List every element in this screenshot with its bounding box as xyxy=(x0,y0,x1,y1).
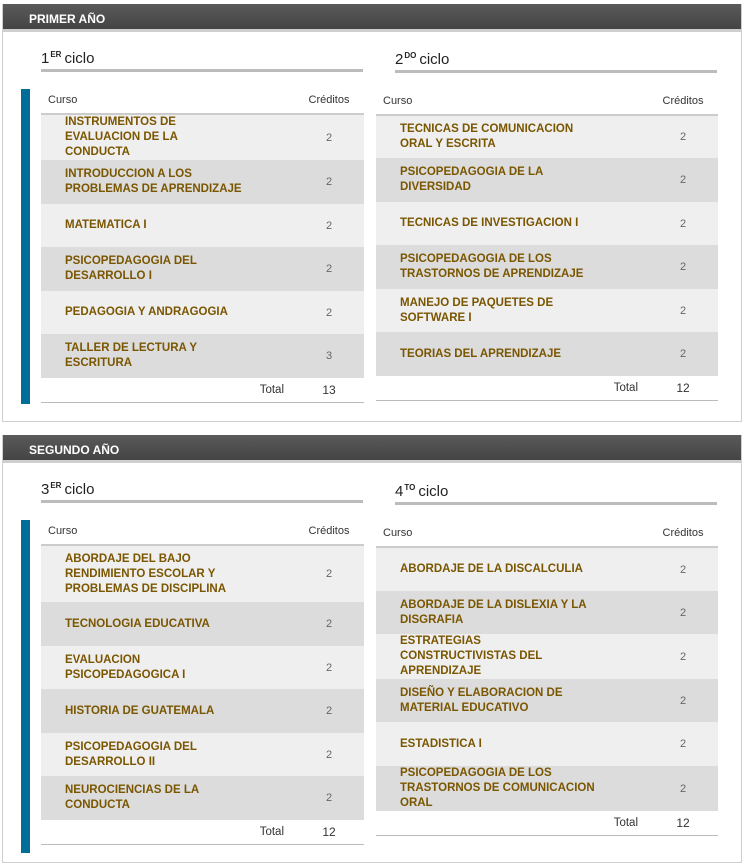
cycle-number: 3 xyxy=(41,481,50,498)
course-name: PSICOPEDAGOGIA DEL DESARROLLO II xyxy=(41,733,294,776)
cycle-title xyxy=(395,51,717,73)
course-credits: 2 xyxy=(294,602,364,646)
course-credits: 2 xyxy=(648,591,718,634)
table-row xyxy=(41,114,364,160)
cycle-number: 1 xyxy=(41,50,50,67)
course-credits: 2 xyxy=(648,115,718,158)
total-row xyxy=(41,820,364,845)
table-row xyxy=(41,689,364,733)
course-credits: 2 xyxy=(294,776,364,820)
table-row xyxy=(376,202,718,245)
table-row xyxy=(376,158,718,202)
column-header-course: Curso xyxy=(376,88,648,115)
table-row xyxy=(41,334,364,378)
cycle-number: 4 xyxy=(395,483,404,500)
course-credits: 2 xyxy=(294,114,364,160)
course-credits: 2 xyxy=(648,289,718,332)
course-credits: 2 xyxy=(648,634,718,679)
course-credits: 2 xyxy=(294,545,364,602)
course-name: NEUROCIENCIAS DE LA CONDUCTA xyxy=(41,776,294,820)
table-row xyxy=(376,679,718,722)
course-credits: 2 xyxy=(294,689,364,733)
total-label: Total xyxy=(376,376,648,401)
cycle-title xyxy=(41,481,363,503)
cycle-number: 2 xyxy=(395,51,404,68)
cycle-title xyxy=(41,50,363,72)
course-name: ABORDAJE DE LA DISLEXIA Y LA DISGRAFIA xyxy=(376,591,648,634)
course-table xyxy=(41,518,364,845)
course-credits: 2 xyxy=(294,291,364,334)
table-header-row xyxy=(41,87,364,114)
total-label: Total xyxy=(41,378,294,403)
course-credits: 2 xyxy=(294,646,364,689)
table-header-row xyxy=(376,520,718,547)
course-credits: 2 xyxy=(648,679,718,722)
course-credits: 2 xyxy=(648,332,718,376)
cycle-suffix: TO xyxy=(404,483,416,492)
table-row xyxy=(41,204,364,247)
cycle-suffix: ER xyxy=(50,481,62,490)
course-name: HISTORIA DE GUATEMALA xyxy=(41,689,294,733)
course-name: ESTRATEGIAS CONSTRUCTIVISTAS DEL APRENDIZAJE xyxy=(376,634,648,679)
course-credits: 2 xyxy=(294,160,364,204)
cycle-word: ciclo xyxy=(419,51,450,68)
course-name: TECNICAS DE INVESTIGACION I xyxy=(376,202,648,245)
table-row xyxy=(376,547,718,591)
table-row xyxy=(376,766,718,811)
column-header-course: Curso xyxy=(41,518,294,545)
course-credits: 2 xyxy=(648,722,718,766)
table-row xyxy=(376,289,718,332)
cycle-suffix: DO xyxy=(404,51,417,60)
table-row xyxy=(376,634,718,679)
table-row xyxy=(41,247,364,291)
course-name: PSICOPEDAGOGIA DE LA DIVERSIDAD xyxy=(376,158,648,202)
course-name: MANEJO DE PAQUETES DE SOFTWARE I xyxy=(376,289,648,332)
total-row xyxy=(376,811,718,836)
column-header-credits: Créditos xyxy=(294,518,364,545)
cycle-suffix: ER xyxy=(50,50,62,59)
course-credits: 2 xyxy=(648,245,718,289)
table-header-row xyxy=(41,518,364,545)
accent-bar xyxy=(21,89,30,404)
total-credits: 12 xyxy=(648,811,718,836)
course-name: EVALUACION PSICOPEDAGOGICA I xyxy=(41,646,294,689)
course-name: TEORIAS DEL APRENDIZAJE xyxy=(376,332,648,376)
cycle-word: ciclo xyxy=(64,50,95,67)
course-name: MATEMATICA I xyxy=(41,204,294,247)
column-header-credits: Créditos xyxy=(294,87,364,114)
table-row xyxy=(41,602,364,646)
course-table xyxy=(41,87,364,403)
table-row xyxy=(41,160,364,204)
accent-bar xyxy=(21,520,30,853)
course-name: ESTADISTICA I xyxy=(376,722,648,766)
table-row xyxy=(41,545,364,602)
total-label: Total xyxy=(41,820,294,845)
course-name: ABORDAJE DE LA DISCALCULIA xyxy=(376,547,648,591)
course-name: PSICOPEDAGOGIA DEL DESARROLLO I xyxy=(41,247,294,291)
table-row xyxy=(376,332,718,376)
course-name: PSICOPEDAGOGIA DE LOS TRASTORNOS DE APRENDIZAJE xyxy=(376,245,648,289)
year-title: SEGUNDO AÑO xyxy=(3,435,741,463)
course-credits: 3 xyxy=(294,334,364,378)
course-name: ABORDAJE DEL BAJO RENDIMIENTO ESCOLAR Y PROBLEMAS DE DISCIPLINA xyxy=(41,545,294,602)
course-table xyxy=(376,520,718,836)
course-credits: 2 xyxy=(648,766,718,811)
table-row xyxy=(376,591,718,634)
total-credits: 13 xyxy=(294,378,364,403)
total-row xyxy=(41,378,364,403)
year-panel-2 xyxy=(2,435,742,863)
column-header-credits: Créditos xyxy=(648,88,718,115)
course-credits: 2 xyxy=(294,204,364,247)
total-credits: 12 xyxy=(294,820,364,845)
cycle-word: ciclo xyxy=(418,483,449,500)
course-name: INSTRUMENTOS DE EVALUACION DE LA CONDUCTA xyxy=(41,114,294,160)
course-name: PSICOPEDAGOGIA DE LOS TRASTORNOS DE COMUNICACION ORAL xyxy=(376,766,648,811)
table-row xyxy=(376,722,718,766)
year-title: PRIMER AÑO xyxy=(3,4,741,32)
column-header-course: Curso xyxy=(41,87,294,114)
total-credits: 12 xyxy=(648,376,718,401)
table-row xyxy=(41,291,364,334)
course-credits: 2 xyxy=(648,202,718,245)
course-credits: 2 xyxy=(648,158,718,202)
column-header-course: Curso xyxy=(376,520,648,547)
course-name: PEDAGOGIA Y ANDRAGOGIA xyxy=(41,291,294,334)
cycle-title xyxy=(395,483,717,505)
table-row xyxy=(41,733,364,776)
table-row xyxy=(41,646,364,689)
table-row xyxy=(41,776,364,820)
course-credits: 2 xyxy=(294,733,364,776)
course-name: TECNOLOGIA EDUCATIVA xyxy=(41,602,294,646)
total-label: Total xyxy=(376,811,648,836)
total-row xyxy=(376,376,718,401)
column-header-credits: Créditos xyxy=(648,520,718,547)
table-row xyxy=(376,245,718,289)
course-name: INTRODUCCION A LOS PROBLEMAS DE APRENDIZAJE xyxy=(41,160,294,204)
table-header-row xyxy=(376,88,718,115)
cycle-word: ciclo xyxy=(64,481,95,498)
course-credits: 2 xyxy=(294,247,364,291)
course-table xyxy=(376,88,718,401)
course-name: DISEÑO Y ELABORACION DE MATERIAL EDUCATIVO xyxy=(376,679,648,722)
year-panel-1 xyxy=(2,4,742,422)
course-credits: 2 xyxy=(648,547,718,591)
table-row xyxy=(376,115,718,158)
course-name: TALLER DE LECTURA Y ESCRITURA xyxy=(41,334,294,378)
course-name: TECNICAS DE COMUNICACION ORAL Y ESCRITA xyxy=(376,115,648,158)
